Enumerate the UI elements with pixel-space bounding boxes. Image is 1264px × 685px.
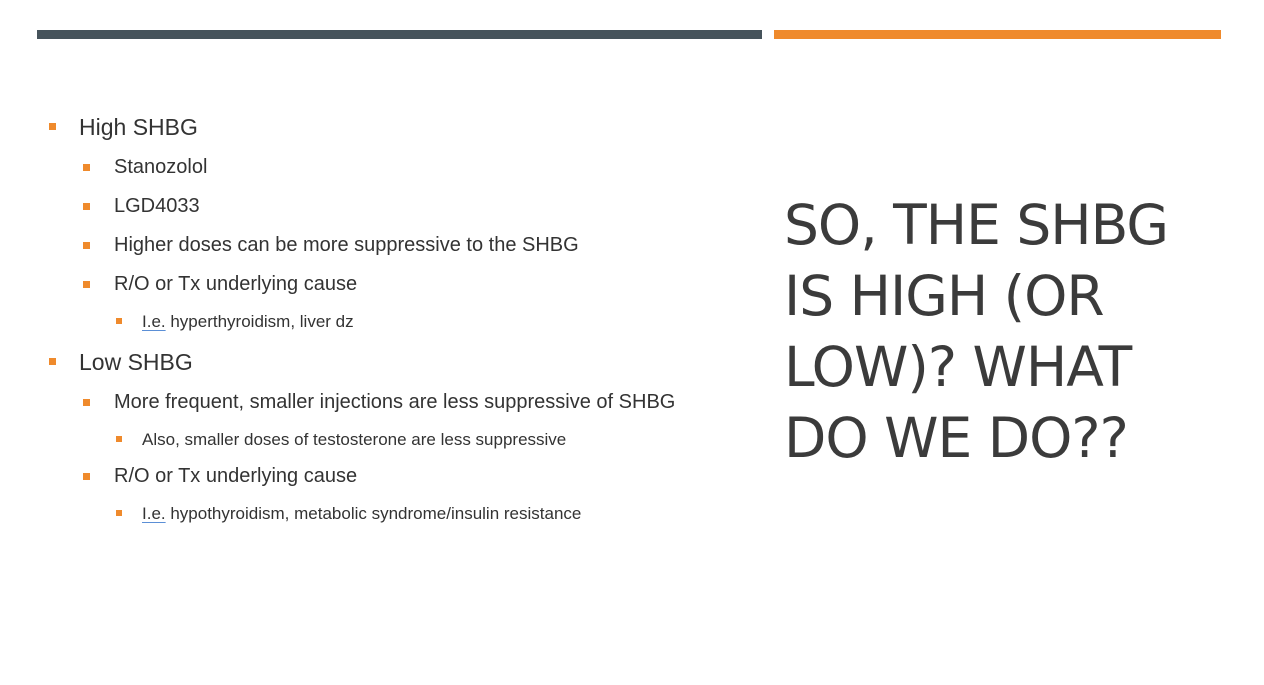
abbreviation-ie: I.e.: [142, 504, 166, 523]
square-bullet-icon: [49, 123, 56, 130]
top-divider-accent: [774, 30, 1221, 39]
slide-title: SO, THE SHBG IS HIGH (OR LOW)? WHAT DO WE DO??: [784, 193, 1169, 470]
bullet-text: LGD4033: [114, 195, 200, 217]
square-bullet-icon: [116, 318, 122, 324]
top-divider-dark: [37, 30, 762, 39]
bullet-text-rest: hypothyroidism, metabolic syndrome/insulin resistance: [165, 504, 582, 523]
square-bullet-icon: [83, 281, 90, 288]
square-bullet-icon: [83, 242, 90, 249]
bullet-text: Also, smaller doses of testosterone are less suppressive: [142, 430, 567, 449]
bullet-text: R/O or Tx underlying cause: [114, 273, 358, 295]
bullet-text: R/O or Tx underlying cause: [114, 465, 358, 487]
abbreviation-ie: I.e.: [142, 312, 166, 331]
bullet-text: [142, 504, 581, 524]
bullet-text: Low SHBG: [79, 349, 193, 375]
bullet-text: More frequent, smaller injections are less suppressive of SHBG: [114, 391, 676, 413]
bullet-text: High SHBG: [79, 114, 198, 140]
square-bullet-icon: [83, 164, 90, 171]
bullet-text: Stanozolol: [114, 156, 208, 178]
square-bullet-icon: [83, 203, 90, 210]
square-bullet-icon: [116, 510, 122, 516]
bullet-text: [142, 312, 354, 332]
square-bullet-icon: [49, 358, 56, 365]
bullet-text: Higher doses can be more suppressive to the SHBG: [114, 234, 579, 256]
square-bullet-icon: [83, 399, 90, 406]
square-bullet-icon: [116, 436, 122, 442]
bullet-text-rest: hyperthyroidism, liver dz: [165, 312, 354, 331]
square-bullet-icon: [83, 473, 90, 480]
